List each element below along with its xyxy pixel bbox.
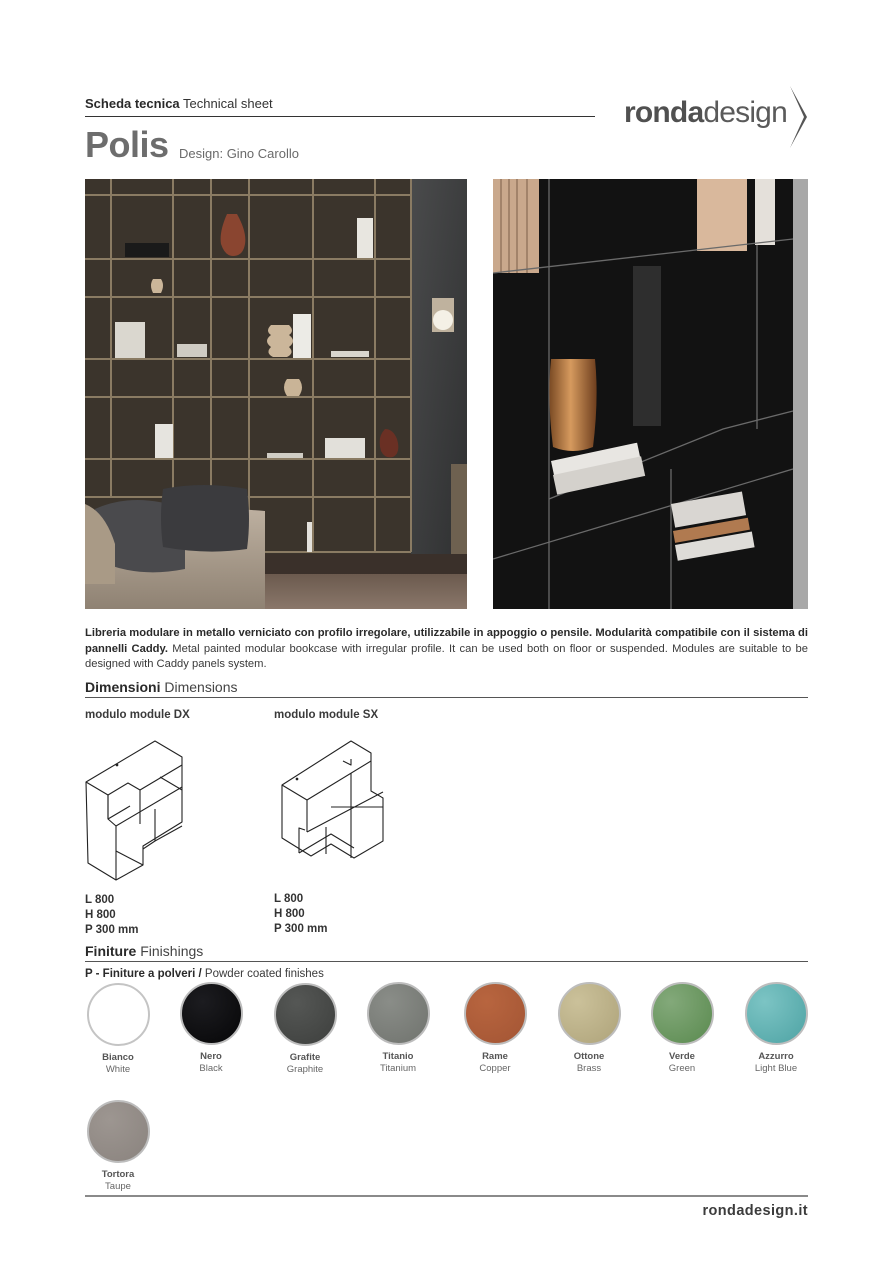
swatch-titanium-en: Titanium — [379, 1063, 417, 1074]
header-divider — [85, 116, 595, 117]
swatch-titanium-it: Titanio — [382, 1051, 414, 1062]
swatch-light-blue-color — [745, 982, 808, 1045]
module-sx-drawing — [279, 737, 389, 882]
swatch-black — [161, 982, 261, 1075]
swatch-graphite-en: Graphite — [286, 1064, 324, 1075]
swatch-green-color — [651, 982, 714, 1045]
swatch-light-blue — [726, 982, 826, 1075]
swatch-titanium — [348, 982, 448, 1075]
photo-living-room — [85, 179, 467, 609]
designer-credit: Design: Gino Carollo — [179, 146, 299, 161]
swatch-copper-color — [464, 982, 527, 1045]
swatch-white-color — [87, 983, 150, 1046]
swatch-brass — [539, 982, 639, 1075]
module-sx-label: modulo module SX — [274, 709, 379, 721]
module-sx-length: L 800 — [274, 893, 304, 905]
module-dx-depth: P 300 mm — [85, 924, 139, 936]
swatch-black-en: Black — [199, 1063, 223, 1074]
bookcase-scene-illustration — [85, 179, 467, 609]
photo-detail-black — [493, 179, 808, 609]
swatch-white — [68, 983, 168, 1076]
finishes-heading — [85, 943, 203, 959]
module-dx-drawing — [83, 737, 193, 882]
description-it: Libreria modulare in metallo verniciato con profilo irregolare, utilizzabile in appoggio o pensile. Modularità compatibile con il sistema di pannelli Caddy. — [85, 627, 808, 655]
swatch-green-en: Green — [668, 1063, 696, 1074]
finishes-subheading — [85, 968, 324, 980]
swatch-brass-color — [558, 982, 621, 1045]
description-en: Metal painted modular bookcase with irregular profile. It can be used both on floor or suspended. Modules are suitable to be designed with Caddy panels system. — [85, 642, 808, 670]
dimensions-divider — [85, 697, 808, 698]
swatch-graphite — [255, 983, 355, 1076]
sheet-label — [85, 96, 273, 111]
swatch-graphite-color — [274, 983, 337, 1046]
dimensions-heading-en: Dimensions — [160, 679, 238, 695]
brand-logo-bold: ronda — [624, 96, 704, 129]
module-dx-length: L 800 — [85, 894, 115, 906]
module-sx-dimensions — [274, 892, 328, 937]
swatch-taupe-color — [87, 1100, 150, 1163]
swatch-green-it: Verde — [669, 1051, 695, 1062]
footer-website-link[interactable]: rondadesign.it — [702, 1203, 808, 1219]
swatch-copper — [445, 982, 545, 1075]
finishes-divider — [85, 961, 808, 962]
swatch-brass-en: Brass — [576, 1063, 602, 1074]
swatch-copper-it: Rame — [482, 1051, 508, 1062]
swatch-taupe — [68, 1100, 168, 1193]
module-dx-label: modulo module DX — [85, 709, 190, 721]
brand-logo-light: design — [703, 96, 787, 129]
swatch-green — [632, 982, 732, 1075]
swatch-copper-en: Copper — [479, 1063, 511, 1074]
swatch-white-en: White — [105, 1064, 131, 1075]
footer-divider — [85, 1195, 808, 1197]
module-sx-depth: P 300 mm — [274, 923, 328, 935]
swatch-black-color — [180, 982, 243, 1045]
module-sx-height: H 800 — [274, 908, 305, 920]
finishes-heading-en: Finishings — [136, 943, 204, 959]
module-dx-dimensions — [85, 893, 139, 938]
swatch-white-it: Bianco — [102, 1052, 134, 1063]
finishes-heading-it: Finiture — [85, 943, 137, 959]
logo-chevron-icon — [786, 84, 810, 150]
finishes-subheading-en: Powder coated finishes — [201, 968, 324, 980]
swatch-taupe-it: Tortora — [101, 1169, 135, 1180]
swatch-black-it: Nero — [200, 1051, 222, 1062]
dimensions-heading-it: Dimensioni — [85, 679, 161, 695]
swatch-brass-it: Ottone — [573, 1051, 605, 1062]
swatch-taupe-en: Taupe — [105, 1181, 131, 1192]
swatch-graphite-it: Grafite — [289, 1052, 321, 1063]
finishes-subheading-it: P - Finiture a polveri / — [85, 968, 202, 980]
sheet-label-en: Technical sheet — [183, 96, 273, 111]
swatch-light-blue-it: Azzurro — [758, 1051, 794, 1062]
bookcase-detail-illustration — [493, 179, 808, 609]
module-dx-height: H 800 — [85, 909, 116, 921]
sheet-label-it: Scheda tecnica — [85, 96, 180, 111]
product-description — [85, 626, 808, 673]
brand-logo — [624, 96, 787, 130]
dimensions-heading — [85, 679, 238, 695]
product-title: Polis — [85, 124, 169, 165]
swatch-light-blue-en: Light Blue — [754, 1063, 798, 1074]
swatch-titanium-color — [367, 982, 430, 1045]
